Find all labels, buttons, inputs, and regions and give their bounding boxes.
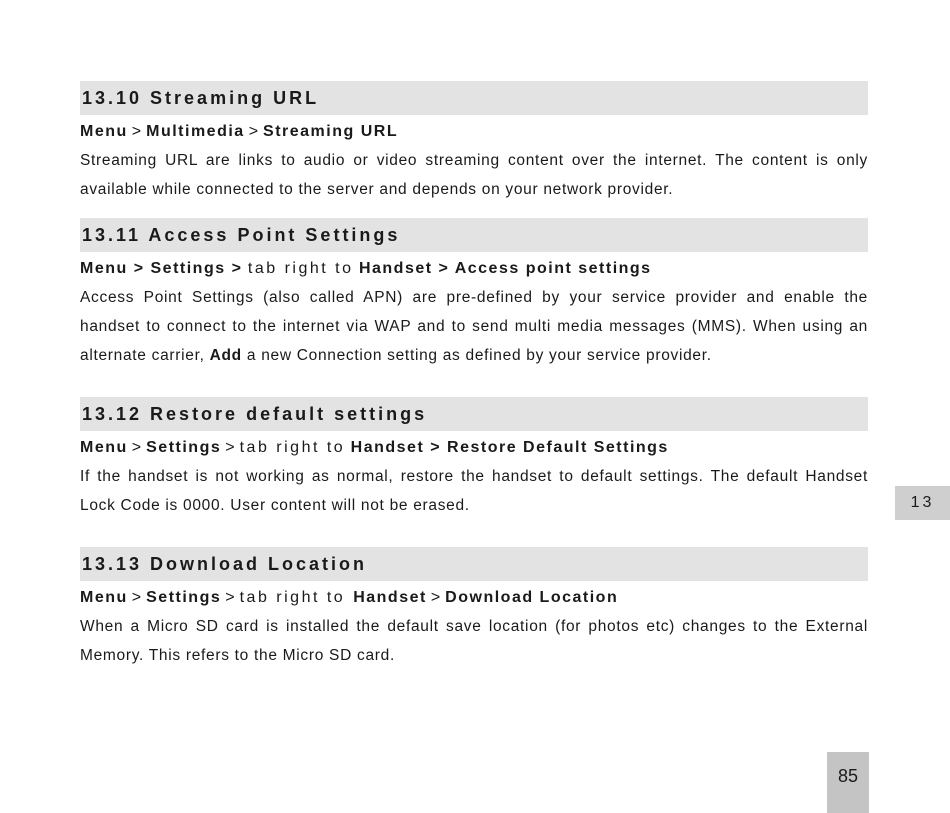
path-settings: Settings — [146, 439, 222, 456]
path-separator: > — [225, 589, 236, 606]
path-multimedia: Multimedia — [146, 123, 245, 140]
path-menu: Menu — [80, 439, 128, 456]
section-body: If the handset is not working as normal, restore the handset to default settings. The default Handset Lock Code is 0000. User content will not be erased. — [80, 468, 868, 514]
section-restore-default-settings — [80, 397, 868, 520]
path-instruction: tab right to — [239, 589, 346, 606]
menu-path — [80, 437, 868, 459]
section-body — [80, 283, 868, 370]
path-separator: > — [248, 123, 260, 140]
path-menu: Menu — [80, 123, 128, 140]
path-handset-access-point: Handset > Access point settings — [358, 260, 652, 277]
menu-path — [80, 587, 868, 609]
path-separator: > — [225, 439, 236, 456]
path-handset-restore: Handset > Restore Default Settings — [350, 439, 669, 456]
path-instruction: tab right to — [239, 439, 346, 456]
path-separator: > — [430, 589, 442, 606]
path-streaming-url: Streaming URL — [263, 123, 399, 140]
menu-path — [80, 121, 868, 143]
section-heading: 13.11 Access Point Settings — [80, 218, 868, 252]
section-heading: 13.13 Download Location — [80, 547, 868, 581]
section-download-location — [80, 547, 868, 670]
path-download-location: Download Location — [445, 589, 619, 606]
body-text: a new Connection setting as defined by your service provider. — [246, 347, 712, 364]
section-body: Streaming URL are links to audio or video streaming content over the internet. The content is only available while connected to the server and depends on your network provider. — [80, 152, 868, 198]
section-heading: 13.10 Streaming URL — [80, 81, 868, 115]
page-number: 85 — [827, 752, 869, 813]
menu-path — [80, 258, 868, 280]
section-body: When a Micro SD card is installed the default save location (for photos etc) changes to the External Memory. This refers to the Micro SD card. — [80, 618, 868, 664]
path-settings: Settings — [146, 589, 222, 606]
body-bold-term: Add — [209, 347, 242, 364]
section-access-point-settings — [80, 218, 868, 370]
path-separator: > — [131, 589, 143, 606]
section-heading: 13.12 Restore default settings — [80, 397, 868, 431]
path-handset: Handset — [353, 589, 427, 606]
section-streaming-url — [80, 81, 868, 204]
path-instruction: tab right to — [247, 260, 354, 277]
path-menu: Menu — [80, 589, 128, 606]
path-separator: > — [131, 123, 143, 140]
body-text: Access Point Settings (also called APN) are pre-defined by your service provider and enable the handset to connect to the internet via WAP and to send multi media messages (MMS). When using an alternate carrier, — [80, 289, 868, 364]
path-separator: > — [131, 439, 143, 456]
path-menu-settings: Menu > Settings > — [80, 260, 243, 277]
chapter-tab: 13 — [895, 486, 950, 520]
